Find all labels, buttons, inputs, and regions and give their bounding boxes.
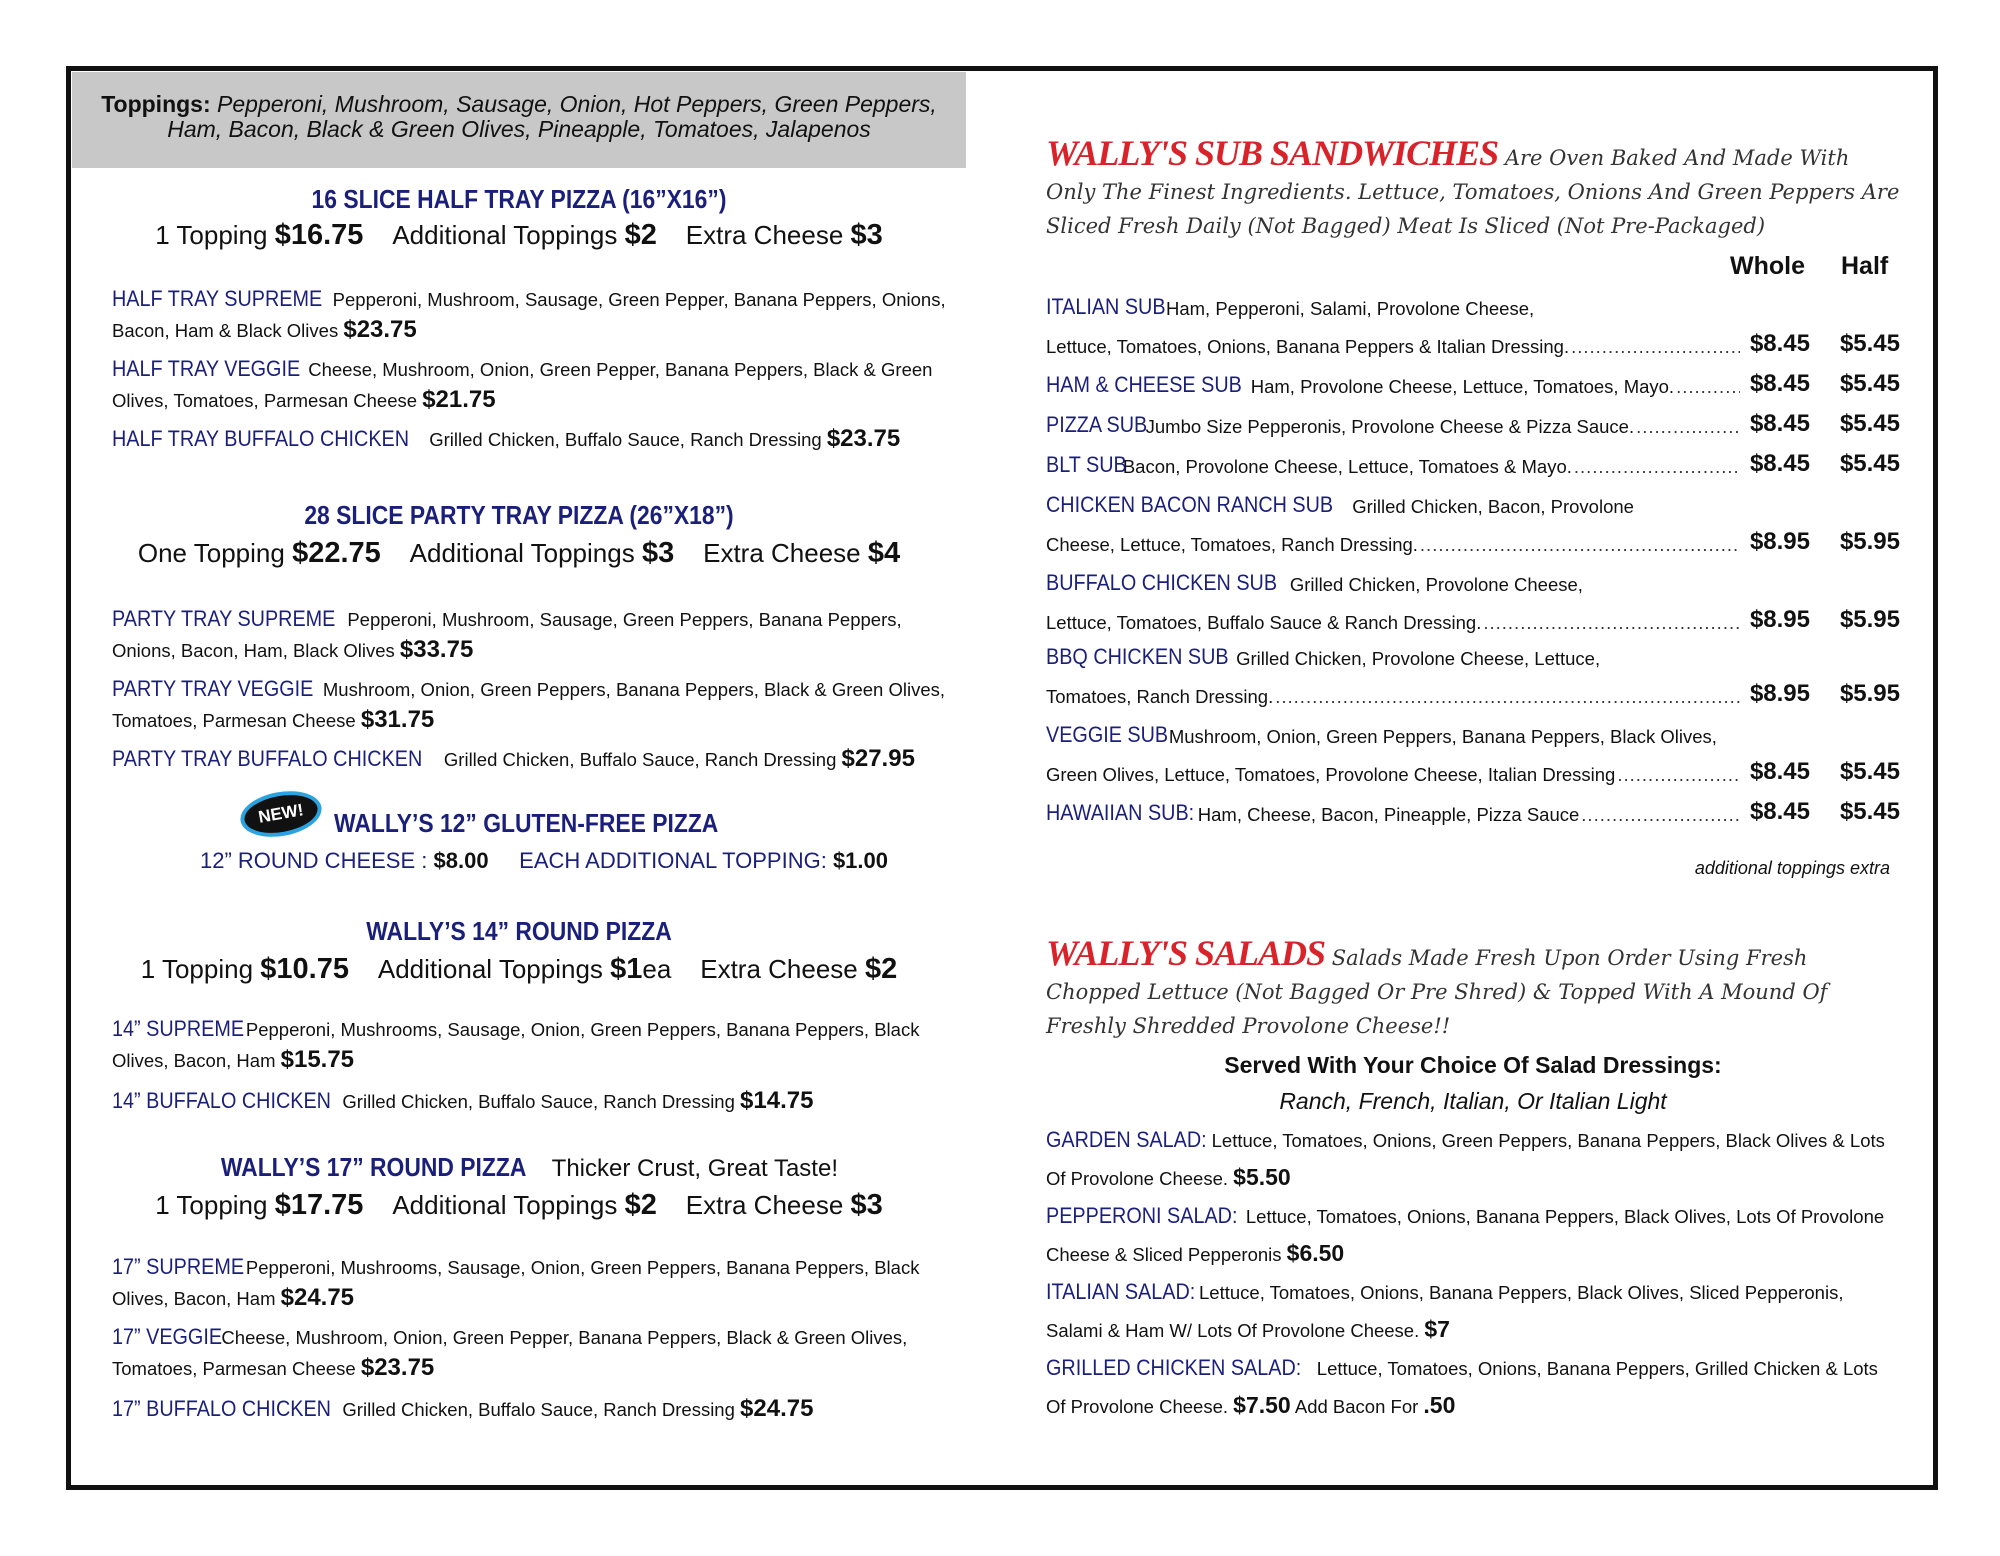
item-desc: Grilled Chicken, Buffalo Sauce, Ranch Dressing	[342, 1091, 735, 1112]
item-price: $15.75	[280, 1046, 355, 1073]
menu-item	[112, 354, 952, 416]
subs-intro	[1046, 133, 1900, 243]
round17-pricing	[72, 1189, 966, 1222]
item-price: $14.75	[740, 1087, 814, 1114]
subs-intro-text: Are Oven Baked And Made With Only The Finest Ingredients. Lettuce, Tomatoes, Onions And Green Peppers Are Sliced Fresh Daily (Not Bagged) Meat Is Sliced (Not Pre-Packaged)	[1046, 146, 1900, 238]
price-label: Extra Cheese	[703, 538, 861, 568]
item-name: ITALIAN SALAD:	[1046, 1279, 1196, 1304]
item-desc: Tomatoes, Ranch Dressing.	[1046, 686, 1274, 707]
price-value: $22.75	[292, 537, 381, 569]
item-name: 14” BUFFALO CHICKEN	[112, 1088, 331, 1113]
price-value: $1.00	[832, 848, 888, 873]
item-name: BUFFALO CHICKEN SUB	[1046, 570, 1278, 595]
item-price: $7	[1424, 1316, 1450, 1342]
leader-dots	[1483, 612, 1740, 634]
price-half: $5.95	[1839, 528, 1900, 555]
leader-dots	[1420, 534, 1740, 556]
round14-title: WALLY’S 14” ROUND PIZZA	[366, 916, 672, 946]
round14-section	[72, 916, 966, 986]
price-half: $5.45	[1839, 370, 1900, 397]
item-name: PARTY TRAY BUFFALO CHICKEN	[112, 746, 423, 771]
item-name: HALF TRAY BUFFALO CHICKEN	[112, 426, 410, 451]
price-half: $5.45	[1839, 798, 1900, 825]
party-tray-section	[72, 500, 966, 570]
sub-item	[1046, 488, 1900, 556]
price-label: Extra Cheese	[700, 954, 858, 984]
price-label: Additional Toppings	[392, 220, 618, 250]
toppings-line-1: Pepperoni, Mushroom, Sausage, Onion, Hot Peppers, Green Peppers,	[217, 91, 937, 117]
price-value: $1	[610, 953, 643, 985]
item-desc: Cheese, Lettuce, Tomatoes, Ranch Dressing.	[1046, 534, 1418, 555]
price-value: $2	[624, 1189, 657, 1221]
item-price: $5.50	[1233, 1164, 1291, 1190]
toppings-line-2: Ham, Bacon, Black & Green Olives, Pineapple, Tomatoes, Jalapenos	[167, 116, 871, 142]
item-desc: Jumbo Size Pepperonis, Provolone Cheese & Pizza Sauce.	[1145, 416, 1635, 437]
item-name: ITALIAN SUB	[1046, 294, 1166, 319]
menu-item	[112, 604, 952, 666]
half-tray-pricing	[72, 219, 966, 252]
item-price: $21.75	[422, 386, 496, 413]
item-name: PARTY TRAY VEGGIE	[112, 676, 314, 701]
price-half: $5.45	[1839, 330, 1900, 357]
item-price: $31.75	[360, 706, 435, 733]
item-extra: Add Bacon For	[1294, 1396, 1419, 1417]
item-desc: Grilled Chicken, Provolone Cheese,	[1289, 574, 1583, 595]
item-desc: Pepperoni, Mushrooms, Sausage, Onion, Green Peppers, Banana Peppers, Black Olives, Bacon, Ham	[112, 1019, 920, 1071]
salad-item	[1046, 1198, 1900, 1273]
menu-item	[112, 674, 952, 736]
gluten-free-title: WALLY’S 12” GLUTEN-FREE PIZZA	[334, 808, 719, 838]
item-name: PEPPERONI SALAD:	[1046, 1203, 1238, 1228]
salads-brand: WALLY'S SALADS	[1046, 933, 1326, 973]
item-desc: Bacon, Provolone Cheese, Lettuce, Tomatoes & Mayo.	[1122, 456, 1572, 477]
menu-item	[112, 1394, 952, 1425]
price-half: $5.45	[1839, 758, 1900, 785]
leader-dots	[1574, 456, 1740, 478]
price-label: 1 Topping	[155, 220, 268, 250]
item-desc: Grilled Chicken, Bacon, Provolone	[1352, 496, 1634, 517]
col-half: Half	[1841, 252, 1889, 280]
item-desc: Mushroom, Onion, Green Peppers, Banana Peppers, Black & Green Olives, Tomatoes, Parmesan Cheese	[112, 679, 946, 731]
item-desc: Grilled Chicken, Buffalo Sauce, Ranch Dressing	[342, 1399, 735, 1420]
item-desc: Cheese, Mushroom, Onion, Green Pepper, Banana Peppers, Black & Green Olives, Tomatoes, Parmesan Cheese	[112, 359, 933, 411]
item-desc: Ham, Pepperoni, Salami, Provolone Cheese,	[1166, 298, 1535, 319]
leader-dots	[1617, 764, 1740, 786]
price-value: $2	[624, 219, 657, 251]
price-half: $5.95	[1839, 606, 1900, 633]
price-whole: $8.95	[1749, 680, 1810, 707]
item-price: $24.75	[280, 1284, 355, 1311]
price-value: $2	[865, 953, 898, 985]
item-desc: Lettuce, Tomatoes, Buffalo Sauce & Ranch Dressing.	[1046, 612, 1482, 633]
col-whole: Whole	[1730, 252, 1805, 280]
price-label: Additional Toppings	[409, 538, 635, 568]
price-half: $5.45	[1839, 410, 1900, 437]
leader-dots	[1636, 416, 1740, 438]
item-name: PARTY TRAY SUPREME	[112, 606, 336, 631]
leader-dots	[1581, 804, 1740, 826]
price-value: $10.75	[260, 953, 349, 985]
price-label: Additional Toppings	[392, 1190, 618, 1220]
party-tray-pricing	[72, 537, 966, 570]
sub-item	[1046, 408, 1900, 438]
price-label: Extra Cheese	[685, 220, 844, 250]
item-desc: Grilled Chicken, Buffalo Sauce, Ranch Dressing	[429, 429, 822, 450]
price-whole: $8.45	[1749, 410, 1810, 437]
menu-item	[112, 284, 952, 346]
price-value: $17.75	[274, 1189, 364, 1221]
sub-item	[1046, 718, 1900, 786]
price-label: 1 Topping	[155, 1190, 268, 1220]
item-desc: Pepperoni, Mushroom, Sausage, Green Peppers, Banana Peppers, Onions, Bacon, Ham, Black Olives	[112, 609, 902, 661]
item-desc: Pepperoni, Mushroom, Sausage, Green Pepper, Banana Peppers, Onions, Bacon, Ham & Black Olives	[112, 289, 946, 341]
item-name: HALF TRAY SUPREME	[112, 286, 323, 311]
price-label: 1 Topping	[140, 954, 254, 984]
item-name: GRILLED CHICKEN SALAD:	[1046, 1355, 1302, 1380]
price-whole: $8.45	[1749, 798, 1810, 825]
price-suffix: ea	[642, 954, 672, 984]
party-tray-title: 28 SLICE PARTY TRAY PIZZA (26”X18”)	[304, 500, 734, 530]
item-name: CHICKEN BACON RANCH SUB	[1046, 492, 1334, 517]
price-label: Extra Cheese	[685, 1190, 844, 1220]
sub-item	[1046, 640, 1900, 708]
price-label: 12” ROUND CHEESE :	[200, 848, 428, 873]
item-price: $27.95	[841, 745, 915, 772]
new-badge: NEW!	[237, 785, 325, 843]
item-name: 17” VEGGIE	[112, 1324, 223, 1349]
price-value: $3	[850, 219, 883, 251]
round14-pricing	[72, 953, 966, 986]
menu-item	[112, 1014, 952, 1076]
item-name: VEGGIE SUB	[1046, 722, 1169, 747]
round17-title: WALLY’S 17” ROUND PIZZA	[220, 1152, 527, 1182]
round17-tagline: Thicker Crust, Great Taste!	[551, 1155, 838, 1182]
menu-item	[112, 1086, 952, 1117]
item-name: HAWAIIAN SUB:	[1046, 800, 1195, 825]
sub-item	[1046, 290, 1900, 358]
leader-dots	[1571, 336, 1740, 358]
item-desc: Lettuce, Tomatoes, Onions, Banana Peppers & Italian Dressing.	[1046, 336, 1570, 357]
toppings-label: Toppings:	[101, 91, 211, 117]
price-whole: $8.45	[1749, 758, 1810, 785]
item-name: HALF TRAY VEGGIE	[112, 356, 301, 381]
salads-intro-text: Salads Made Fresh Upon Order Using Fresh Chopped Lettuce (Not Bagged Or Pre Shred) & Topped With A Mound Of Freshly Shredded Provolone Cheese!!	[1046, 946, 1828, 1038]
item-desc: Green Olives, Lettuce, Tomatoes, Provolone Cheese, Italian Dressing	[1046, 764, 1616, 785]
price-value: $4	[867, 537, 901, 569]
item-name: PIZZA SUB	[1046, 412, 1148, 437]
leader-dots	[1676, 376, 1740, 398]
item-extra-price: .50	[1423, 1392, 1456, 1418]
half-tray-section	[72, 184, 966, 252]
item-desc: Grilled Chicken, Provolone Cheese, Lettuce,	[1236, 648, 1601, 669]
price-whole: $8.45	[1749, 330, 1810, 357]
price-label: One Topping	[137, 538, 285, 568]
item-price: $6.50	[1286, 1240, 1345, 1266]
item-name: HAM & CHEESE SUB	[1046, 372, 1242, 397]
menu-item	[112, 1252, 952, 1314]
price-whole: $8.95	[1749, 606, 1810, 633]
item-desc: Ham, Provolone Cheese, Lettuce, Tomatoes, Mayo.	[1250, 376, 1675, 397]
half-tray-title: 16 SLICE HALF TRAY PIZZA (16”X16”)	[311, 184, 727, 214]
item-name: BLT SUB	[1046, 452, 1127, 477]
item-name: 17” BUFFALO CHICKEN	[112, 1396, 331, 1421]
sub-item	[1046, 796, 1900, 826]
price-half: $5.45	[1839, 450, 1900, 477]
item-name: 17” SUPREME	[112, 1254, 245, 1279]
item-desc: Lettuce, Tomatoes, Onions, Banana Peppers, Grilled Chicken & Lots Of Provolone Cheese.	[1046, 1358, 1878, 1417]
gluten-free-pricing	[200, 848, 888, 874]
item-price: $7.50	[1233, 1392, 1291, 1418]
gluten-free-title-wrap	[334, 808, 771, 839]
item-price: $24.75	[740, 1395, 814, 1422]
price-whole: $8.45	[1749, 370, 1810, 397]
leader-dots	[1275, 686, 1740, 708]
price-whole: $8.95	[1749, 528, 1810, 555]
salad-item	[1046, 1350, 1900, 1425]
price-whole: $8.45	[1749, 450, 1810, 477]
price-label: EACH ADDITIONAL TOPPING:	[519, 848, 827, 873]
salads-intro	[1046, 933, 1900, 1043]
item-price: $23.75	[360, 1354, 435, 1381]
salad-item	[1046, 1274, 1900, 1349]
item-desc: Ham, Cheese, Bacon, Pineapple, Pizza Sauce	[1197, 804, 1580, 825]
price-value: $8.00	[433, 848, 489, 873]
dressing-title: Served With Your Choice Of Salad Dressings:	[1224, 1052, 1722, 1078]
price-value: $3	[850, 1189, 883, 1221]
menu-item	[112, 744, 952, 775]
dressing-list: Ranch, French, Italian, Or Italian Light	[1279, 1088, 1667, 1114]
price-half: $5.95	[1839, 680, 1900, 707]
salad-item	[1046, 1122, 1900, 1197]
toppings-banner	[72, 72, 966, 168]
item-name: GARDEN SALAD:	[1046, 1127, 1207, 1152]
item-desc: Lettuce, Tomatoes, Onions, Banana Peppers, Black Olives, Sliced Pepperonis, Salami & Ham W/ Lots Of Provolone Cheese.	[1046, 1282, 1844, 1341]
item-desc: Cheese, Mushroom, Onion, Green Pepper, Banana Peppers, Black & Green Olives, Tomatoes, Parmesan Cheese	[112, 1327, 908, 1379]
round17-section	[72, 1152, 966, 1222]
price-value: $16.75	[274, 219, 364, 251]
sub-item	[1046, 368, 1900, 398]
price-label: Additional Toppings	[377, 954, 603, 984]
sub-item	[1046, 566, 1900, 634]
item-price: $23.75	[343, 316, 417, 343]
item-desc: Mushroom, Onion, Green Peppers, Banana Peppers, Black Olives,	[1168, 726, 1717, 747]
price-value: $3	[641, 537, 675, 569]
item-name: 14” SUPREME	[112, 1016, 245, 1041]
item-price: $23.75	[826, 425, 901, 452]
subs-brand: WALLY'S SUB SANDWICHES	[1046, 133, 1499, 173]
item-desc: Pepperoni, Mushrooms, Sausage, Onion, Green Peppers, Banana Peppers, Black Olives, Bacon, Ham	[112, 1257, 920, 1309]
menu-item	[112, 1322, 952, 1384]
item-desc: Lettuce, Tomatoes, Onions, Banana Peppers, Black Olives, Lots Of Provolone Cheese & Sliced Pepperonis	[1046, 1206, 1885, 1265]
item-price: $33.75	[399, 636, 474, 663]
item-desc: Lettuce, Tomatoes, Onions, Green Peppers, Banana Peppers, Black Olives & Lots Of Provolone Cheese.	[1046, 1130, 1885, 1189]
subs-note: additional toppings extra	[1694, 858, 1890, 878]
item-name: BBQ CHICKEN SUB	[1046, 644, 1229, 669]
menu-item	[112, 424, 952, 455]
item-desc: Grilled Chicken, Buffalo Sauce, Ranch Dressing	[443, 749, 837, 770]
sub-item	[1046, 448, 1900, 478]
